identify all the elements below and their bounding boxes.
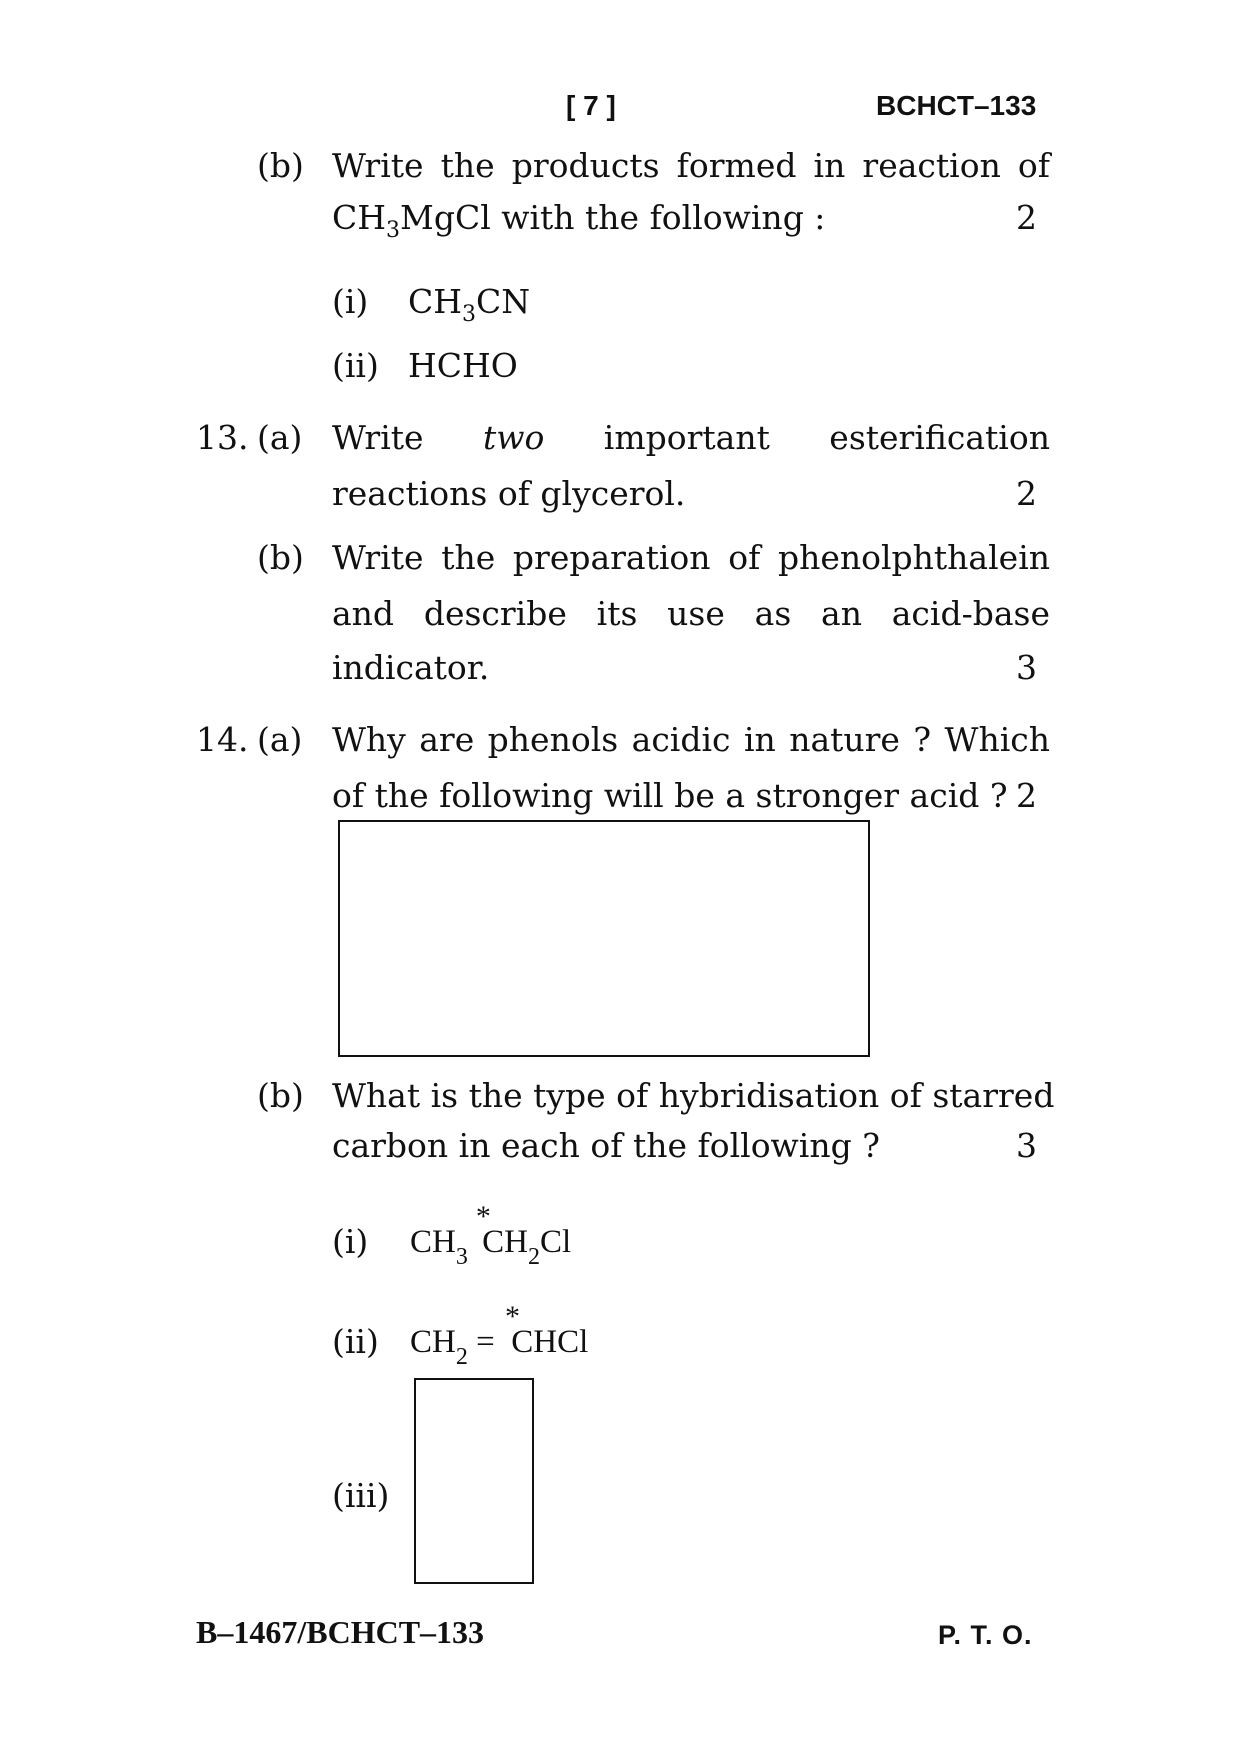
course-code: BCHCT–133 xyxy=(876,90,1037,121)
q14b-formula-ii: $CH_2$ = * CHCl xyxy=(410,1300,589,1370)
footer-paper-code: B–1467/BCHCT–133 xyxy=(196,1614,485,1650)
q14b-formula-i: $CH_3$ * $CH_2Cl$ xyxy=(410,1200,572,1270)
q13b-line2: and describe its use as an acid-base xyxy=(332,594,1050,633)
q13a-label: (a) xyxy=(257,418,303,457)
q13b-label: (b) xyxy=(257,538,304,577)
star-marker: * xyxy=(504,1300,520,1333)
q13b-line3: indicator. xyxy=(332,648,490,687)
q12b-item-formula-i: $CH_3CN$ xyxy=(408,282,531,327)
q14a-marks: 2 xyxy=(1016,776,1037,815)
footer-pto: P. T. O. xyxy=(938,1620,1033,1650)
q14b-item-label-i: (i) xyxy=(332,1222,369,1261)
page-number: [ 7 ] xyxy=(566,90,616,121)
q12b-item-label-ii: (ii) xyxy=(332,346,379,385)
structure-placeholder-box xyxy=(338,820,870,1057)
q13-number: 13. xyxy=(196,418,249,457)
q14a-label: (a) xyxy=(257,720,303,759)
q12b-item-label-i: (i) xyxy=(332,282,369,321)
q13a-marks: 2 xyxy=(1016,474,1037,513)
star-marker: * xyxy=(475,1200,491,1233)
q12b-item-formula-ii: HCHO xyxy=(408,346,518,385)
q12b-line1: Write the products formed in reaction of xyxy=(332,146,1050,185)
q14b-line1: What is the type of hybridisation of starred xyxy=(332,1076,1055,1115)
q12b-line2: $CH_3MgCl$ with the following : xyxy=(332,198,826,243)
structure-placeholder-box xyxy=(414,1378,534,1584)
q13b-line1: Write the preparation of phenolphthalein xyxy=(332,538,1050,577)
q13b-marks: 3 xyxy=(1016,648,1037,687)
q14b-marks: 3 xyxy=(1016,1126,1037,1165)
q13a-line1: Write two important esterification xyxy=(332,418,1050,457)
q14b-label: (b) xyxy=(257,1076,304,1115)
q12b-label: (b) xyxy=(257,146,304,185)
q12b-marks: 2 xyxy=(1016,198,1037,237)
q14b-line2: carbon in each of the following ? xyxy=(332,1126,880,1165)
q14b-item-label-iii: (iii) xyxy=(332,1476,390,1515)
q13a-line2: reactions of glycerol. xyxy=(332,474,686,513)
q14a-line2: of the following will be a stronger acid ? xyxy=(332,776,1008,815)
q14-number: 14. xyxy=(196,720,249,759)
q14b-item-label-ii: (ii) xyxy=(332,1322,379,1361)
q14a-line1: Why are phenols acidic in nature ? Which xyxy=(332,720,1050,759)
